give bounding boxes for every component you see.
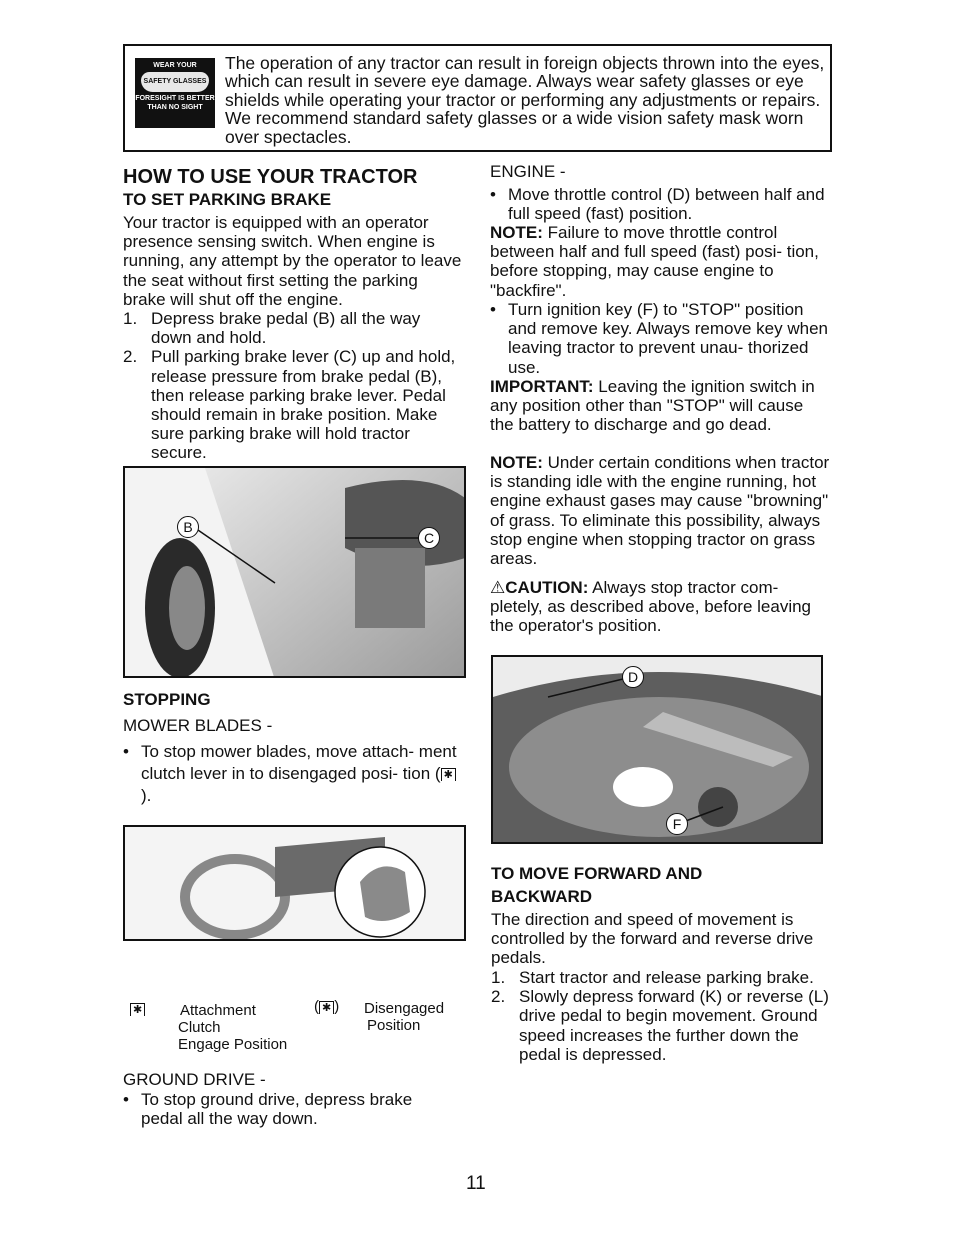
- list-item: 2. Pull parking brake lever (C) up and hold, release pressure from brake pedal (B), then release parking brake lever. Pedal should remain in brake position. Make sure parking brake will hold tractor secure.: [123, 347, 456, 463]
- note-backfire: NOTE: Failure to move throttle control between half and full speed (fast) posi- tion, before stopping, may cause engine to "backfire".: [490, 223, 819, 300]
- parking-brake-steps: [123, 309, 463, 463]
- ground-drive-bullet: • To stop ground drive, depress brake pedal all the way down.: [123, 1090, 413, 1129]
- clutch-lever-illustration: [125, 827, 466, 941]
- icon-line: THAN NO SIGHT: [147, 104, 203, 111]
- move-intro: The direction and speed of movement is controlled by the forward and reverse drive pedals.: [491, 910, 814, 968]
- safety-glasses-icon: [135, 58, 215, 128]
- parking-brake-heading: TO SET PARKING BRAKE: [123, 190, 332, 209]
- icon-line: SAFETY GLASSES: [141, 72, 209, 92]
- parking-brake-figure: [123, 466, 466, 678]
- engage-label-3: Engage Position: [178, 1036, 288, 1053]
- disengage-label-1: Disengaged: [364, 1000, 445, 1017]
- move-steps: [491, 968, 836, 1064]
- caution-note: ⚠CAUTION: Always stop tractor com- pletely, as described above, before leaving the operator's position.: [490, 578, 811, 636]
- page-number: 11: [466, 1173, 486, 1194]
- mower-blades-label: MOWER BLADES -: [123, 716, 273, 735]
- stopping-heading: STOPPING: [123, 690, 211, 709]
- ignition-bullet: • Turn ignition key (F) to "STOP" position and remove key. Always remove key when leaving tractor to prevent unau- thorized use.: [490, 300, 828, 377]
- note-browning: NOTE: Under certain conditions when tractor is standing idle with the engine running, hot engine exhaust gases may cause "browning" of grass. To eliminate this possibility, always stop engine when stopping tractor on grass areas.: [490, 453, 830, 569]
- list-item: 1. Depress brake pedal (B) all the way down and hold.: [123, 309, 421, 348]
- throttle-ignition-figure: [491, 655, 823, 844]
- ground-drive-label: GROUND DRIVE -: [123, 1070, 266, 1089]
- engage-label-1: Attachment: [180, 1002, 256, 1019]
- icon-line: WEAR YOUR: [153, 62, 197, 69]
- clutch-disengaged-icon: ✱: [319, 1001, 334, 1014]
- bullet-icon: •: [490, 300, 496, 319]
- callout-f: F: [666, 813, 688, 835]
- clutch-engaged-icon: ✱: [130, 1003, 145, 1016]
- bullet-icon: •: [123, 742, 129, 761]
- bullet-icon: •: [490, 185, 496, 204]
- warning-text: The operation of any tractor can result in foreign objects thrown into the eyes, which can result in severe eye damage. Always wear safety glasses or eye shields while operating your tractor or performing any adjustments or repairs. We recommend standard safety glasses or a wide vision safety mask worn over spectacles.: [225, 53, 825, 147]
- throttle-ignition-illustration: [493, 657, 823, 844]
- clutch-lever-figure: [123, 825, 466, 941]
- parking-brake-illustration: [125, 468, 466, 678]
- callout-b: B: [177, 516, 199, 538]
- engage-label-2: Clutch: [178, 1019, 221, 1036]
- bullet-icon: •: [123, 1090, 129, 1109]
- important-note: IMPORTANT: Leaving the ignition switch in any position other than "STOP" will cause the battery to discharge and go dead.: [490, 377, 815, 435]
- list-item: 1. Start tractor and release parking brake.: [491, 968, 814, 987]
- mower-blades-bullet: • To stop mower blades, move attach- ment clutch lever in to disengaged posi- tion ( ✱).: [123, 742, 457, 805]
- icon-line: FORESIGHT IS BETTER: [135, 95, 215, 102]
- caution-triangle-icon: ⚠: [490, 578, 506, 597]
- engine-label: ENGINE -: [490, 162, 566, 181]
- disengage-legend: ( ✱ ): [314, 998, 340, 1015]
- move-heading-line1: TO MOVE FORWARD AND: [491, 864, 703, 883]
- callout-c: C: [418, 527, 440, 549]
- throttle-bullet: • Move throttle control (D) between half and full speed (fast) position.: [490, 185, 825, 224]
- clutch-disengaged-icon: ✱: [441, 768, 456, 781]
- callout-d: D: [622, 666, 644, 688]
- parking-brake-intro: Your tractor is equipped with an operator presence sensing switch. When engine is running, any attempt by the operator to leave the seat without first setting the parking brake will shut off the engine.: [123, 213, 462, 309]
- list-item: 2. Slowly depress forward (K) or reverse (L) drive pedal to begin movement. Ground speed increases the further down the pedal is depressed.: [491, 987, 829, 1064]
- disengage-label-2: Position: [367, 1017, 421, 1034]
- engage-legend: [130, 1000, 153, 1017]
- section-title: HOW TO USE YOUR TRACTOR: [123, 166, 418, 188]
- move-heading-line2: BACKWARD: [491, 887, 593, 906]
